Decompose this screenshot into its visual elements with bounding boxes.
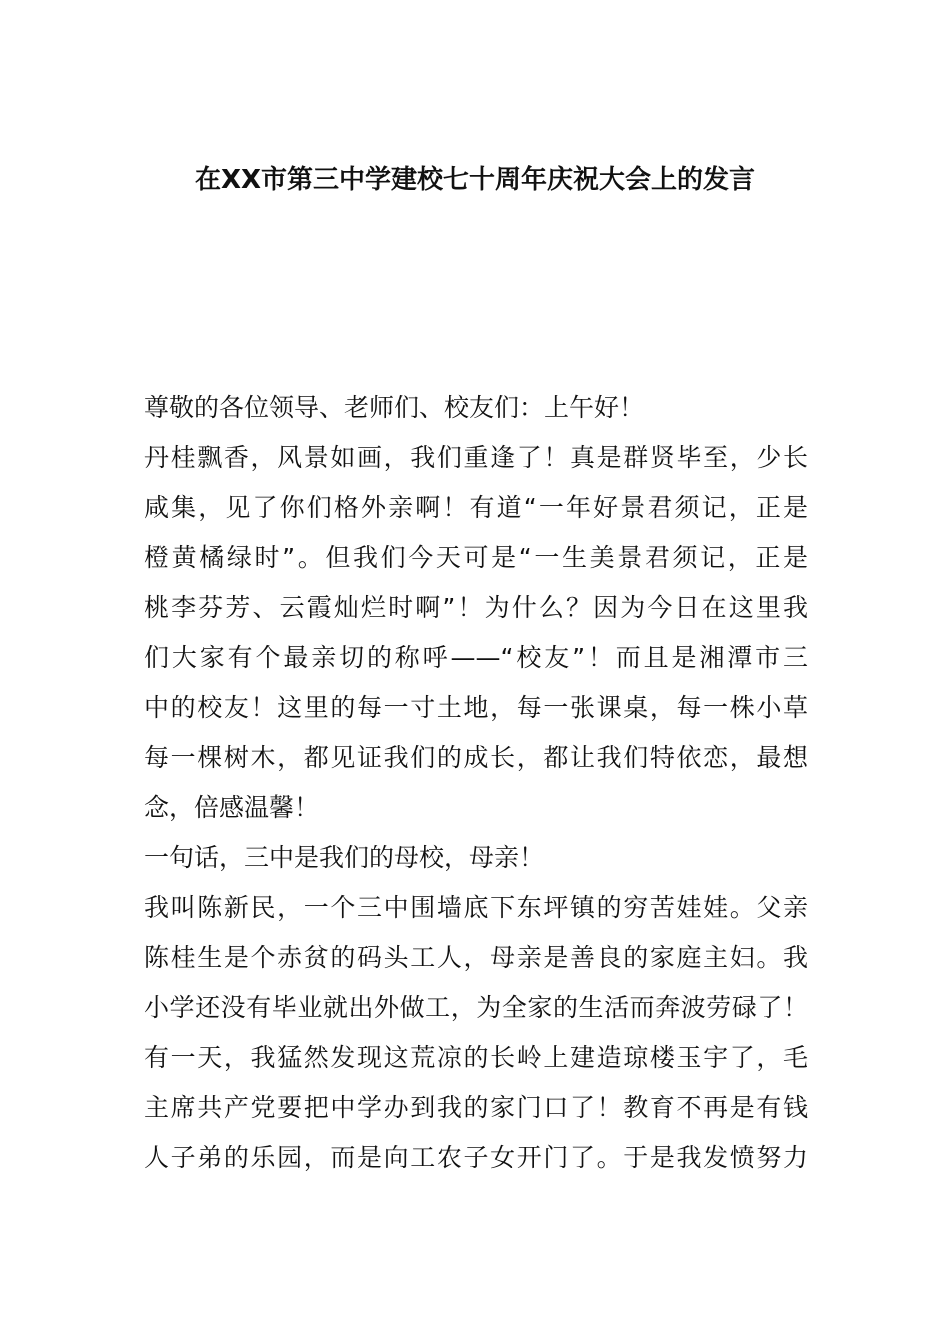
text-line: 一句话，三中是我们的母校，母亲！ <box>144 843 545 872</box>
text-line: 咸集，见了你们格外亲啊！有道“一年好景君须记，正是 <box>144 493 808 522</box>
text-line: 念，倍感温馨！ <box>144 793 320 822</box>
text-line: 我叫陈新民，一个三中围墙底下东坪镇的穷苦娃娃。父亲 <box>144 893 808 922</box>
text-line: 橙黄橘绿时”。但我们今天可是“一生美景君须记，正是 <box>144 543 808 572</box>
text-line: 人子弟的乐园，而是向工农子女开门了。于是我发愤努力 <box>144 1143 808 1172</box>
text-line: 们大家有个最亲切的称呼——“校友”！而且是湘潭市三 <box>144 643 808 672</box>
text-line: 尊敬的各位领导、老师们、校友们：上午好！ <box>144 393 645 422</box>
text-line: 每一棵树木，都见证我们的成长，都让我们特依恋，最想 <box>144 743 808 772</box>
text-line: 有一天，我猛然发现这荒凉的长岭上建造琼楼玉宇了，毛 <box>144 1043 808 1072</box>
text-line: 桃李芬芳、云霞灿烂时啊”！为什么？因为今日在这里我 <box>144 593 808 622</box>
speech-body <box>144 383 808 1183</box>
text-line: 陈桂生是个赤贫的码头工人，母亲是善良的家庭主妇。我 <box>144 943 808 972</box>
text-line: 丹桂飘香，风景如画，我们重逢了！真是群贤毕至，少长 <box>144 443 808 472</box>
text-line: 主席共产党要把中学办到我的家门口了！教育不再是有钱 <box>144 1093 808 1122</box>
page-title: 在XX市第三中学建校七十周年庆祝大会上的发言 <box>194 165 756 195</box>
text-line: 中的校友！这里的每一寸土地，每一张课桌，每一株小草 <box>144 693 808 722</box>
text-line: 小学还没有毕业就出外做工，为全家的生活而奔波劳碌了！ <box>144 993 808 1022</box>
